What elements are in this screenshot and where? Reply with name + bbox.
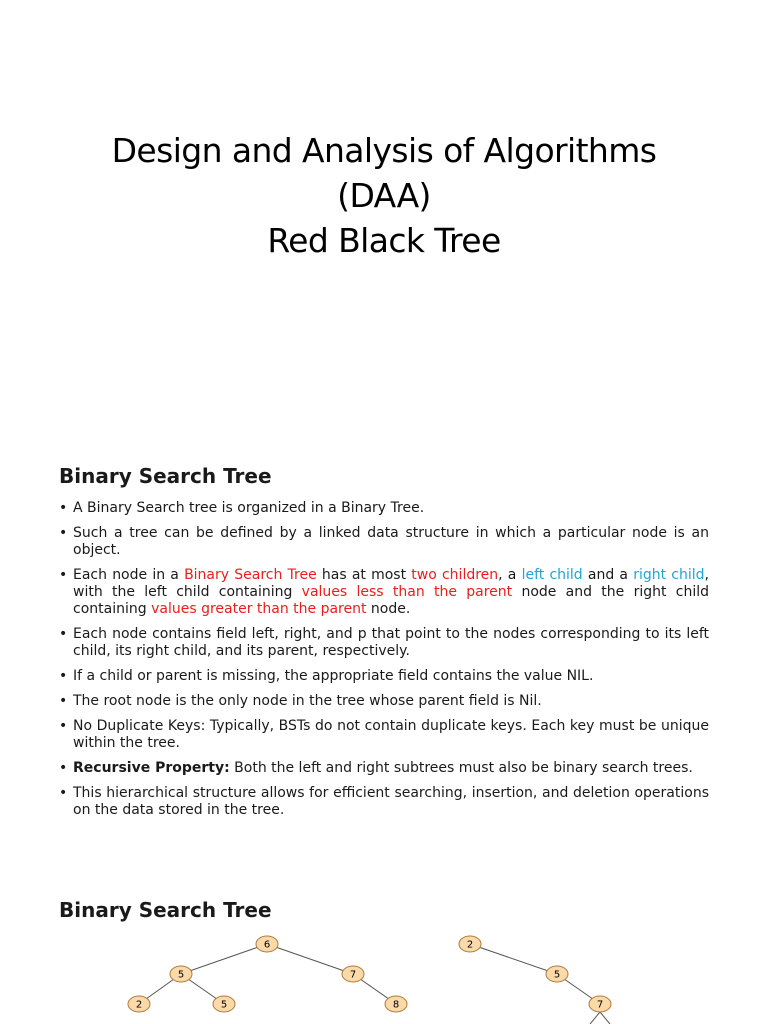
tree-node xyxy=(459,936,481,952)
bullet-text: Such a tree can be defined by a linked data structure in which a particular node is an object. xyxy=(73,525,709,558)
tree-node-label: 2 xyxy=(135,999,143,1011)
bullet-item xyxy=(59,668,709,685)
bullet-text: and a xyxy=(582,567,634,583)
tree-node xyxy=(256,936,278,952)
slide-heading: Binary Search Tree xyxy=(59,898,272,922)
tree-node xyxy=(213,996,235,1012)
bullet-item xyxy=(59,626,709,660)
bullet-text: has at most xyxy=(316,567,412,583)
bullet-dot: • xyxy=(59,760,68,776)
bullet-text: Both the left and right subtrees must also be binary search trees. xyxy=(229,760,693,776)
bullet-dot: • xyxy=(59,785,68,801)
bullet-highlight: right child xyxy=(633,567,705,583)
bullet-list xyxy=(59,500,709,827)
bullet-text: node and the right child containing xyxy=(73,584,709,617)
tree-node-label: 7 xyxy=(349,969,357,981)
bullet-text: , a xyxy=(498,567,522,583)
bullet-item xyxy=(59,500,709,517)
bullet-highlight: values greater than the parent xyxy=(151,601,367,617)
bullet-text: , with the left child containing xyxy=(73,567,709,600)
bullet-text: node. xyxy=(366,601,411,617)
bullet-highlight: two children xyxy=(411,567,499,583)
tree-node xyxy=(589,996,611,1012)
tree-diagrams xyxy=(0,930,768,1024)
bullet-dot: • xyxy=(59,500,68,516)
tree-edge xyxy=(600,1012,610,1024)
tree-edge xyxy=(267,944,353,974)
bullet-dot: • xyxy=(59,626,68,642)
bullet-text: No Duplicate Keys: Typically, BSTs do not contain duplicate keys. Each key must be unique within the tree. xyxy=(73,718,709,751)
bullet-item xyxy=(59,760,709,777)
bullet-dot: • xyxy=(59,668,68,684)
bullet-dot: • xyxy=(59,693,68,709)
bullet-text: Each node in a xyxy=(73,567,185,583)
tree-node xyxy=(546,966,568,982)
tree-node-label: 6 xyxy=(263,939,271,951)
tree-node-label: 5 xyxy=(177,969,185,981)
tree-node-label: 5 xyxy=(553,969,561,981)
title-line: Design and Analysis of Algorithms xyxy=(111,131,657,170)
bullet-dot: • xyxy=(59,567,68,583)
bullet-highlight: left child xyxy=(521,567,583,583)
tree-node-label: 2 xyxy=(466,939,474,951)
bullet-emphasis: Recursive Property: xyxy=(73,760,230,776)
tree-diagram-right xyxy=(459,936,611,1024)
tree-node xyxy=(170,966,192,982)
tree-node xyxy=(385,996,407,1012)
title-line: Red Black Tree xyxy=(267,221,501,260)
tree-diagram-left xyxy=(128,936,407,1012)
tree-edge xyxy=(181,944,267,974)
bullet-text: If a child or parent is missing, the appropriate field contains the value NIL. xyxy=(73,668,594,684)
bullet-item xyxy=(59,718,709,752)
bullet-text: Each node contains field left, right, and p that point to the nodes corresponding to its left child, its right child, and its parent, respectively. xyxy=(73,626,709,659)
bullet-item xyxy=(59,525,709,559)
tree-node-label: 7 xyxy=(596,999,604,1011)
bullet-highlight: Binary Search Tree xyxy=(184,567,317,583)
slide-title xyxy=(0,128,768,263)
tree-edge xyxy=(470,944,557,974)
tree-node xyxy=(342,966,364,982)
bullet-highlight: values less than the parent xyxy=(301,584,513,600)
bst-example-slide xyxy=(0,870,768,1024)
tree-edge xyxy=(590,1012,600,1024)
bullet-item xyxy=(59,693,709,710)
bullet-dot: • xyxy=(59,525,68,541)
bullet-text: The root node is the only node in the tree whose parent field is Nil. xyxy=(73,693,542,709)
tree-node-label: 5 xyxy=(220,999,228,1011)
tree-node xyxy=(128,996,150,1012)
title-line: (DAA) xyxy=(337,176,431,215)
bullet-text: A Binary Search tree is organized in a Binary Tree. xyxy=(73,500,425,516)
bullet-text: This hierarchical structure allows for efficient searching, insertion, and deletion operations on the data stored in the tree. xyxy=(73,785,709,818)
bullet-item xyxy=(59,785,709,819)
bullet-item xyxy=(59,567,709,618)
title-slide xyxy=(0,0,768,440)
bullet-dot: • xyxy=(59,718,68,734)
slide-heading: Binary Search Tree xyxy=(59,464,272,488)
tree-node-label: 8 xyxy=(392,999,400,1011)
bst-definition-slide xyxy=(0,440,768,870)
